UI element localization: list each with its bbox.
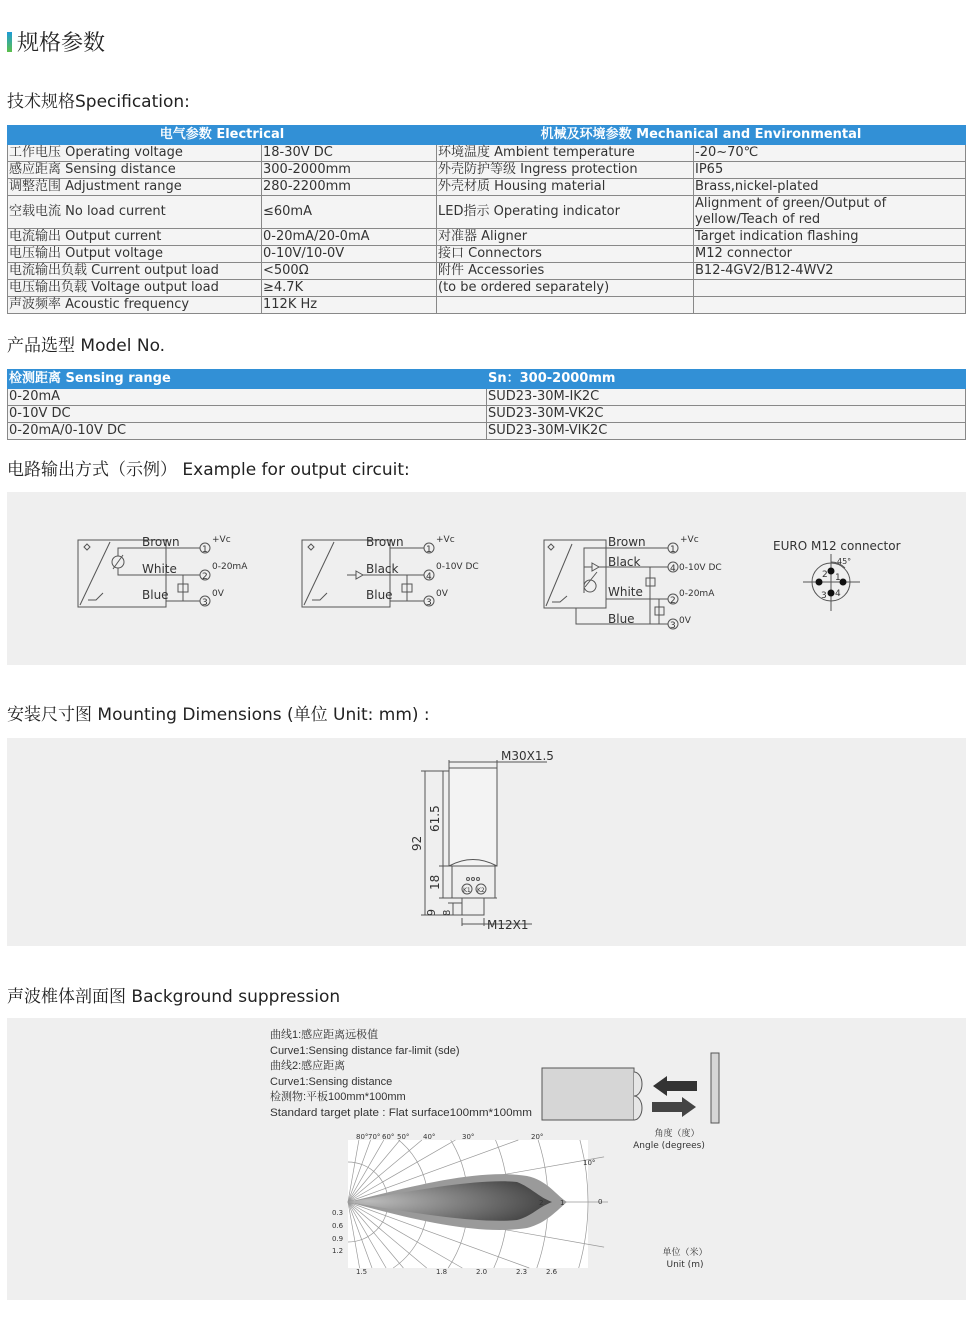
electrical-header: 电气参数 Electrical xyxy=(8,126,437,145)
title-accent-bar xyxy=(7,32,12,52)
spec-label: 外壳防护等级 Ingress protection xyxy=(437,162,694,179)
label: +Vc xyxy=(680,535,699,545)
circuit-voltage-output xyxy=(302,535,479,608)
spec-label: 电压输出 Output voltage xyxy=(8,246,262,263)
label: 60° xyxy=(382,1133,395,1141)
label: 0.3 xyxy=(332,1209,344,1217)
label: Angle (degrees) xyxy=(633,1141,705,1151)
spec-value: 112K Hz xyxy=(262,297,437,314)
label: 2 xyxy=(539,1199,544,1207)
label: 61.5 xyxy=(428,805,442,832)
spec-label: 对准器 Aligner xyxy=(437,229,694,246)
table-row xyxy=(8,389,966,406)
label: 0.9 xyxy=(332,1235,344,1243)
label: 1 xyxy=(202,545,208,555)
label: 30° xyxy=(462,1133,475,1141)
spec-label: 声波频率 Acoustic frequency xyxy=(8,297,262,314)
label: 3 xyxy=(202,598,208,608)
suppression-panel xyxy=(7,1018,966,1300)
spec-value: 18-30V DC xyxy=(262,145,437,162)
m12-connector-diagram xyxy=(773,539,901,611)
label: 检测物:平板100mm*100mm xyxy=(270,1091,406,1103)
model-output: 0-10V DC xyxy=(8,406,487,423)
label: Curve1:Sensing distance far-limit (sde) xyxy=(270,1045,460,1057)
beam-diagram xyxy=(7,1018,966,1300)
model-output: 0-20mA/0-10V DC xyxy=(8,423,487,440)
label: 1 xyxy=(670,545,676,555)
spec-label: 环境温度 Ambient temperature xyxy=(437,145,694,162)
page-title xyxy=(7,26,105,57)
label: 0-20mA xyxy=(679,589,715,599)
label: 1.8 xyxy=(436,1268,448,1276)
label: 2 xyxy=(670,596,676,606)
table-row xyxy=(8,423,966,440)
label: 20° xyxy=(531,1133,544,1141)
spec-value: -20~70℃ xyxy=(694,145,966,162)
label: +Vc xyxy=(212,535,231,545)
label: Blue xyxy=(608,612,635,626)
label: 0 xyxy=(598,1198,603,1206)
label: 9 xyxy=(425,909,438,916)
spec-label: 空载电流 No load current xyxy=(8,196,262,229)
label: 10° xyxy=(583,1159,596,1167)
spec-value xyxy=(694,196,966,229)
label: 2 xyxy=(202,572,208,582)
table-row xyxy=(8,162,966,179)
circuit-current-output xyxy=(78,535,248,608)
model-heading: 产品选型 Model No. xyxy=(7,336,166,356)
spec-value: IP65 xyxy=(694,162,966,179)
spec-label xyxy=(437,297,694,314)
label: Standard target plate : Flat surface100mm*100mm xyxy=(270,1107,532,1119)
spec-value: Brass,nickel-plated xyxy=(694,179,966,196)
mounting-heading: 安装尺寸图 Mounting Dimensions (单位 Unit: mm) : xyxy=(7,705,430,725)
label: 0-10V DC xyxy=(679,563,722,573)
label: Blue xyxy=(142,588,169,602)
label: 0V xyxy=(436,589,448,599)
spec-heading: 技术规格Specification: xyxy=(7,92,190,112)
label: 45° xyxy=(837,557,852,566)
circuit-dual-output xyxy=(544,535,722,631)
label: +Vc xyxy=(436,535,455,545)
mounting-drawing xyxy=(7,738,966,946)
label: 0.6 xyxy=(332,1222,344,1230)
label: 80° xyxy=(356,1133,369,1141)
label: 2 xyxy=(822,570,828,580)
model-number: SUD23-30M-IK2C xyxy=(487,389,966,406)
spec-label: 调整范围 Adjustment range xyxy=(8,179,262,196)
spec-value-line: Alignment of green/Output of xyxy=(695,196,887,211)
label: M30X1.5 xyxy=(501,749,554,763)
label: 1 xyxy=(426,545,432,555)
spec-label: 电压输出负载 Voltage output load xyxy=(8,280,262,297)
label: White xyxy=(142,562,177,576)
label: 0-20mA xyxy=(212,562,248,572)
spec-value: <500Ω xyxy=(262,263,437,280)
spec-label: LED指示 Operating indicator xyxy=(437,196,694,229)
spec-value: B12-4GV2/B12-4WV2 xyxy=(694,263,966,280)
label: 2.3 xyxy=(516,1268,528,1276)
table-row xyxy=(8,179,966,196)
label: Brown xyxy=(366,535,404,549)
spec-label: 电流输出 Output current xyxy=(8,229,262,246)
spec-value: 0-10V/10-0V xyxy=(262,246,437,263)
table-row xyxy=(8,145,966,162)
label: K1 xyxy=(463,887,471,894)
mounting-panel xyxy=(7,738,966,946)
label: 4 xyxy=(670,564,676,574)
spec-table xyxy=(7,125,966,314)
model-header-range: 检测距离 Sensing range xyxy=(8,370,487,389)
label: 1 xyxy=(560,1199,565,1207)
model-table xyxy=(7,369,966,440)
label: 8 xyxy=(442,909,453,916)
label: 1.2 xyxy=(332,1247,344,1255)
spec-value xyxy=(694,280,966,297)
label: 40° xyxy=(423,1133,436,1141)
table-row xyxy=(8,263,966,280)
label: 2.6 xyxy=(546,1268,558,1276)
spec-label: (to be ordered separately) xyxy=(437,280,694,297)
spec-label: 工作电压 Operating voltage xyxy=(8,145,262,162)
label: Curve1:Sensing distance xyxy=(270,1076,393,1088)
label: 角度（度） xyxy=(654,1129,700,1139)
spec-value: Target indication flashing xyxy=(694,229,966,246)
label: 0-10V DC xyxy=(436,562,479,572)
table-row xyxy=(8,280,966,297)
label: 3 xyxy=(821,591,827,601)
label: 曲线1:感应距离远极值 xyxy=(270,1029,379,1041)
spec-value xyxy=(694,297,966,314)
spec-value: 280-2200mm xyxy=(262,179,437,196)
label: 92 xyxy=(410,835,424,851)
label: 70° xyxy=(368,1133,381,1141)
sensor-illustration xyxy=(542,1053,719,1151)
label: 1 xyxy=(835,573,841,583)
suppression-heading: 声波椎体剖面图 Background suppression xyxy=(7,987,341,1007)
label: EURO M12 connector xyxy=(773,539,901,553)
spec-value: ≤60mA xyxy=(262,196,437,229)
spec-value: ≥4.7K xyxy=(262,280,437,297)
mechanical-header: 机械及环境参数 Mechanical and Environmental xyxy=(437,126,966,145)
table-row xyxy=(8,196,966,229)
label: 4 xyxy=(835,589,841,599)
label: 1.5 xyxy=(356,1268,368,1276)
label: Black xyxy=(366,562,399,576)
spec-label: 感应距离 Sensing distance xyxy=(8,162,262,179)
label: Black xyxy=(608,555,641,569)
model-header-sn: Sn：300-2000mm xyxy=(487,370,966,389)
table-row xyxy=(8,229,966,246)
label: Brown xyxy=(608,535,646,549)
spec-value: 0-20mA/20-0mA xyxy=(262,229,437,246)
label: 曲线2:感应距离 xyxy=(270,1060,346,1072)
circuit-panel xyxy=(7,492,966,665)
table-row xyxy=(8,406,966,423)
model-number: SUD23-30M-VK2C xyxy=(487,406,966,423)
title-text: 规格参数 xyxy=(17,31,106,56)
spec-value: M12 connector xyxy=(694,246,966,263)
label: 4 xyxy=(426,572,432,582)
spec-value: 300-2000mm xyxy=(262,162,437,179)
label: White xyxy=(608,585,643,599)
circuit-heading: 电路输出方式（示例） Example for output circuit: xyxy=(7,460,410,480)
model-number: SUD23-30M-VIK2C xyxy=(487,423,966,440)
spec-label: 电流输出负载 Current output load xyxy=(8,263,262,280)
label: Blue xyxy=(366,588,393,602)
label: 3 xyxy=(426,598,432,608)
spec-label: 附件 Accessories xyxy=(437,263,694,280)
label: 50° xyxy=(397,1133,410,1141)
label: 0V xyxy=(679,616,691,626)
label: 单位（米） xyxy=(662,1248,708,1258)
label: 3 xyxy=(670,621,676,631)
polar-grid xyxy=(332,1133,708,1276)
label: Unit (m) xyxy=(666,1260,704,1270)
label: 2.0 xyxy=(476,1268,488,1276)
spec-label: 接口 Connectors xyxy=(437,246,694,263)
label: 0V xyxy=(212,589,224,599)
model-output: 0-20mA xyxy=(8,389,487,406)
label: 18 xyxy=(428,874,442,890)
label: M12X1 xyxy=(487,918,529,932)
table-row xyxy=(8,297,966,314)
spec-value-line: yellow/Teach of red xyxy=(695,212,821,227)
label: K2 xyxy=(477,887,485,894)
label: Brown xyxy=(142,535,180,549)
table-row xyxy=(8,246,966,263)
spec-label: 外壳材质 Housing material xyxy=(437,179,694,196)
